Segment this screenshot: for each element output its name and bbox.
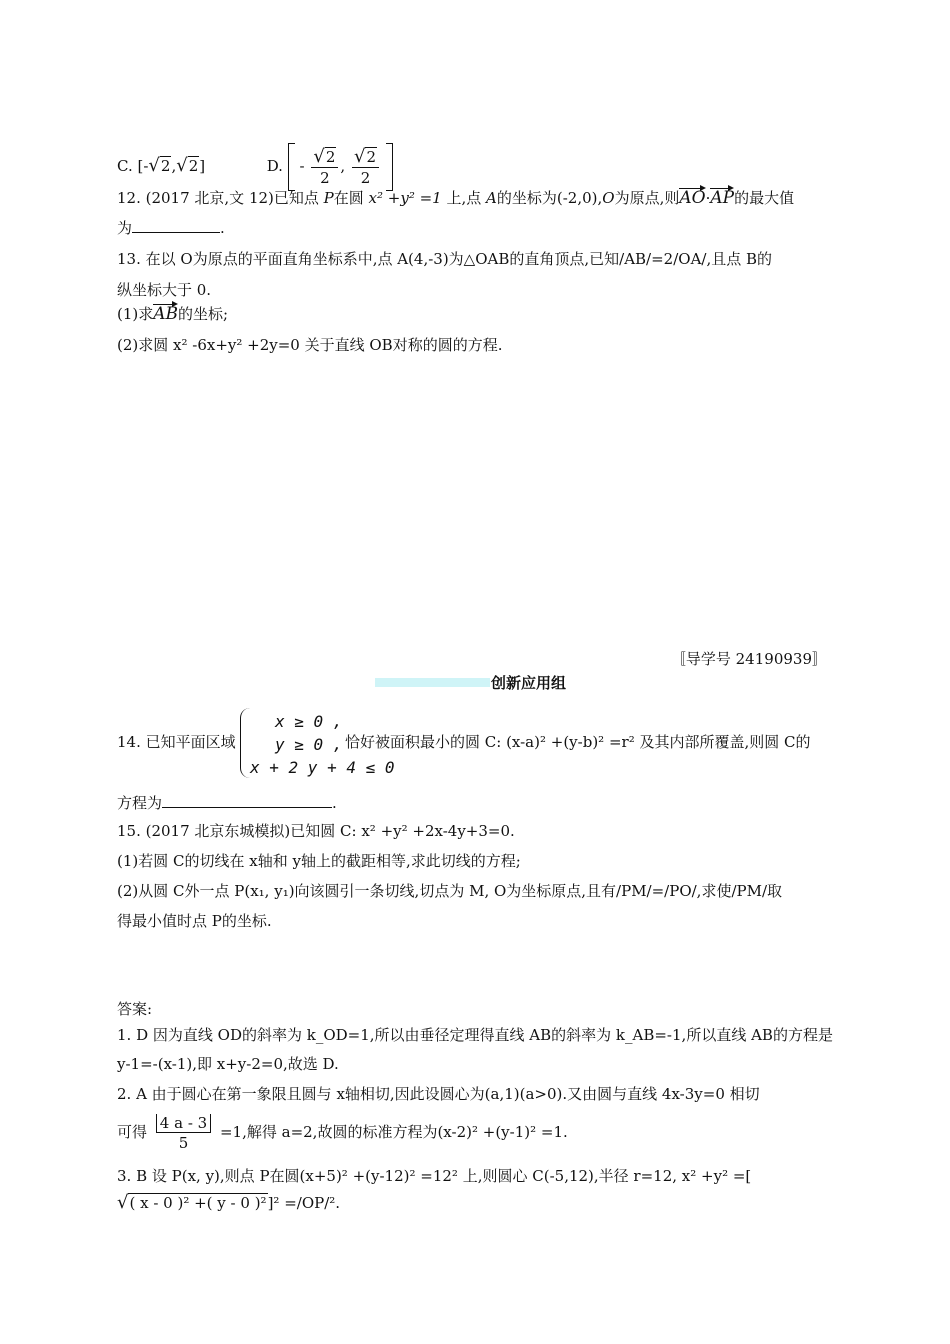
q14-line-2 — [117, 792, 850, 814]
option-c-sep: , — [171, 157, 177, 175]
vector-ap: AP — [710, 188, 735, 208]
q13-sub-1 — [117, 303, 850, 325]
q13-line-1: 13. 在以 O为原点的平面直角坐标系中,点 A(4,-3)为△OAB的直角顶点,已知/AB/=2/OA/,且点 B的 — [117, 250, 773, 268]
constraint-3: x + 2 y + 4 ≤ 0 — [250, 758, 395, 777]
answer-2-fraction — [154, 1113, 213, 1153]
option-c-close: ] — [199, 157, 206, 175]
q15-line-3: (2)从圆 C外一点 P(x₁, y₁)向该圆引一条切线,切点为 M, O为坐标原点,且有/PM/=/PO/,求使/PM/取 — [117, 882, 783, 900]
q14-line-1-post: 恰好被面积最小的圆 C: (x-a)² +(y-b)² =r² 及其内部所覆盖,则圆 C的 — [345, 733, 811, 751]
q12-text: 的坐标为(-2,0), — [496, 189, 603, 207]
q14-text: 14. 已知平面区域 — [117, 733, 236, 751]
q12-text: 上,点 — [441, 189, 487, 207]
answer-3-radicand: ( x - 0 )² +( y - 0 )² — [129, 1194, 267, 1212]
option-d-frac-2: $\frac{√2}{2}$ — [352, 147, 379, 188]
q12-text: 为 — [117, 219, 133, 237]
q12-var-o: O — [602, 189, 615, 207]
answer-3-line-1: 3. B 设 P(x, y),则点 P在圆(x+5)² +(y-12)² =12² 上,则圆心 C(-5,12),半径 r=12, x² +y² =[ — [117, 1167, 752, 1185]
q15-line-1: 15. (2017 北京东城模拟)已知圆 C: x² +y² +2x-4y+3=0. — [117, 822, 515, 840]
answer-2-text: =1,解得 a=2,故圆的标准方程为(x-2)² +(y-1)² =1. — [219, 1123, 568, 1141]
option-c-radicand-1: 2 — [160, 157, 171, 175]
answer-2-line-1: 2. A 由于圆心在第一象限且圆与 x轴相切,因此设圆心为(a,1)(a>0).又由圆与直线 4x-3y=0 相切 — [117, 1085, 760, 1103]
q14-text: 方程为 — [117, 794, 163, 812]
q14-text: . — [332, 794, 337, 812]
constraint-2: y ≥ 0 , — [275, 735, 343, 754]
q12-text: 在圆 — [333, 189, 369, 207]
answers-heading: 答案: — [117, 1000, 153, 1018]
option-d-sep: , — [340, 157, 346, 175]
q12-equation: x² +y² =1 — [368, 189, 442, 207]
option-d-num-1: 2 — [325, 147, 336, 166]
q12-var-p: P — [323, 189, 334, 207]
section-header-bar — [375, 678, 490, 687]
q13-line-2: 纵坐标大于 0. — [117, 281, 212, 299]
option-d-frac-1: $\frac{√2}{2}$ — [311, 147, 338, 188]
section-title: 创新应用组 — [491, 674, 567, 692]
bracket-left — [288, 143, 295, 191]
q13-text: (1)求 — [117, 305, 154, 323]
q12-text: . — [220, 219, 225, 237]
answer-3-line-2 — [117, 1192, 850, 1214]
q13-text: 的坐标; — [178, 305, 229, 323]
q15-line-4: 得最小值时点 P的坐标. — [117, 912, 272, 930]
answer-1-line-1: 1. D 因为直线 OD的斜率为 k_OD=1,所以由垂径定理得直线 AB的斜率为 k_AB=-1,所以直线 AB的方程是 — [117, 1026, 833, 1044]
vector-ao: AO — [679, 188, 706, 208]
option-c-open: [- — [137, 157, 149, 175]
option-c-radicand-2: 2 — [188, 157, 199, 175]
option-d-num-2: 2 — [366, 147, 376, 166]
option-c-label: C. — [117, 157, 133, 175]
dot-product: · — [705, 189, 711, 207]
q12-text: 为原点,则 — [614, 189, 680, 207]
answer-1-line-2: y-1=-(x-1),即 x+y-2=0,故选 D. — [117, 1055, 339, 1073]
vector-ab: AB — [153, 304, 179, 324]
answer-blank[interactable] — [132, 218, 220, 233]
q15-line-2: (1)若圆 C的切线在 x轴和 y轴上的截距相等,求此切线的方程; — [117, 852, 521, 870]
constraint-1: x ≥ 0 , — [275, 712, 343, 731]
sqrt-symbol: √ — [176, 155, 188, 176]
sqrt-symbol: √ — [117, 1192, 129, 1213]
q11-options — [117, 143, 850, 191]
option-d-label: D. — [266, 157, 283, 175]
q12-var-a: A — [486, 189, 497, 207]
option-d-den-2: 2 — [360, 168, 371, 187]
q12-text: 12. (2017 北京,文 12)已知点 — [117, 189, 324, 207]
option-d-den-1: 2 — [320, 168, 330, 187]
q12-line-1 — [117, 187, 850, 209]
guide-number: 〚导学号 24190939〛 — [670, 650, 827, 668]
answer-blank[interactable] — [162, 793, 332, 808]
q12-line-2 — [117, 217, 850, 239]
option-d-minus: - — [299, 157, 305, 175]
q12-text: 的最大值 — [734, 189, 795, 207]
answer-2-numerator: 4 a - 3 — [156, 1114, 211, 1133]
sqrt-symbol: √ — [148, 155, 160, 176]
answer-2-line-2 — [117, 1113, 850, 1153]
answer-2-denominator: 5 — [178, 1134, 189, 1152]
q13-sub-2: (2)求圆 x² -6x+y² +2y=0 关于直线 OB对称的圆的方程. — [117, 336, 503, 354]
bracket-right — [386, 143, 393, 191]
answer-3-text: ]² =/OP/². — [267, 1194, 341, 1212]
answer-2-text: 可得 — [117, 1123, 148, 1141]
